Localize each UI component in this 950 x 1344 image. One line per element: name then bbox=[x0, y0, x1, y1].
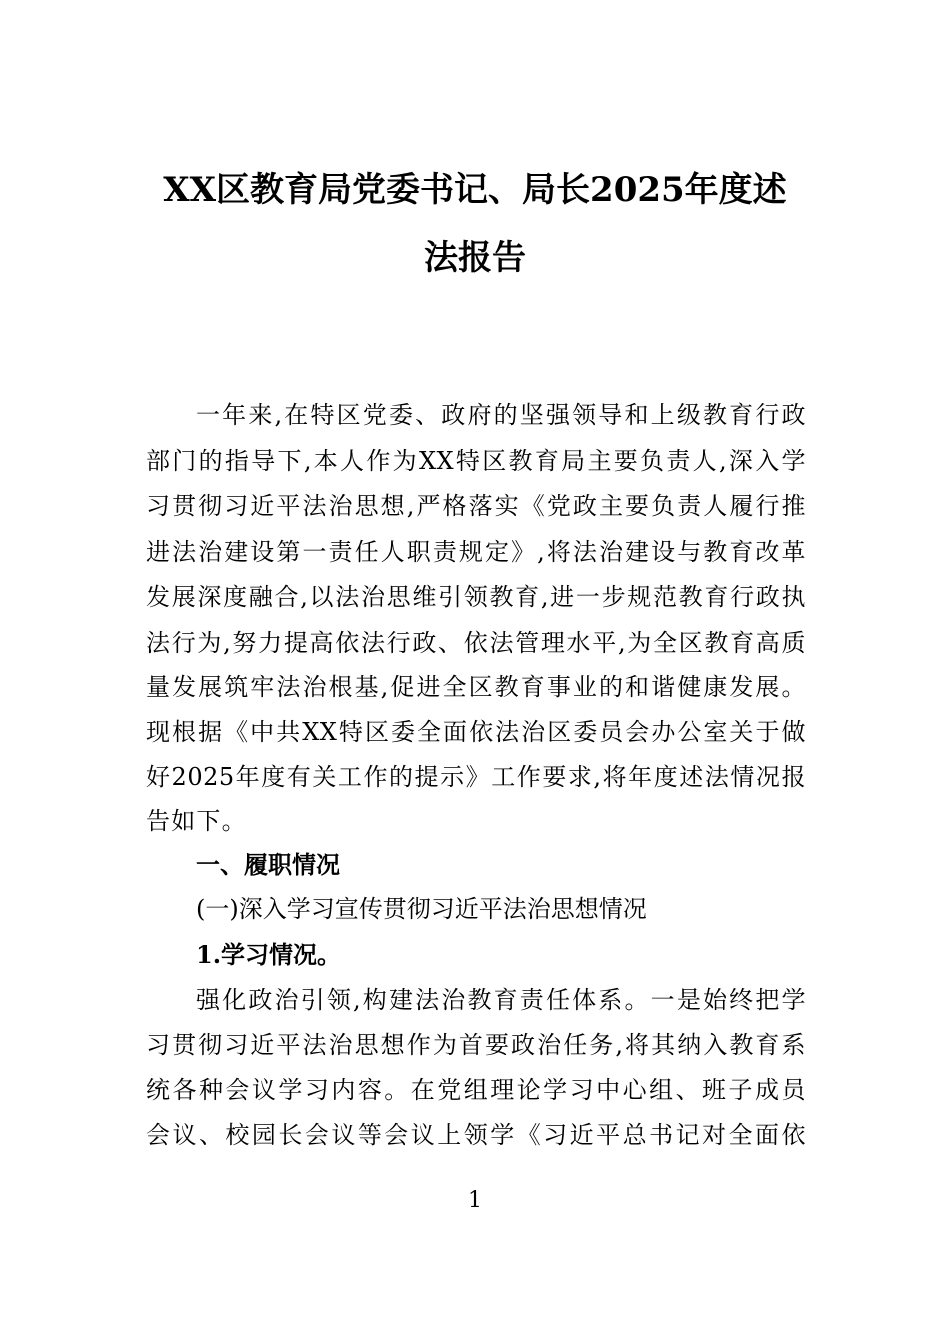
intro-paragraph-line: 进法治建设第一责任人职责规定》,将法治建设与教育改革 bbox=[146, 538, 806, 566]
intro-paragraph-line: 一年来,在特区党委、政府的坚强领导和上级教育行政 bbox=[196, 401, 806, 429]
document-title-line-2: 法报告 bbox=[424, 238, 526, 278]
intro-paragraph-line: 部门的指导下,本人作为XX特区教育局主要负责人,深入学 bbox=[146, 447, 806, 475]
page-number: 1 bbox=[468, 1188, 482, 1213]
intro-paragraph-line: 现根据《中共XX特区委全面依法治区委员会办公室关于做 bbox=[146, 718, 806, 746]
body-paragraph-line: 会议、校园长会议等会议上领学《习近平总书记对全面依 bbox=[146, 1121, 806, 1149]
intro-paragraph-line: 好2025年度有关工作的提示》工作要求,将年度述法情况报 bbox=[146, 763, 806, 791]
body-paragraph-line: 统各种会议学习内容。在党组理论学习中心组、班子成员 bbox=[146, 1076, 806, 1104]
body-paragraph-line: 强化政治引领,构建法治教育责任体系。一是始终把学 bbox=[196, 986, 806, 1014]
intro-paragraph-line: 量发展筑牢法治根基,促进全区教育事业的和谐健康发展。 bbox=[146, 673, 806, 701]
item-heading: 1.学习情况。 bbox=[196, 940, 342, 969]
intro-paragraph-line: 发展深度融合,以法治思维引领教育,进一步规范教育行政执 bbox=[146, 583, 806, 611]
subsection-heading: (一)深入学习宣传贯彻习近平法治思想情况 bbox=[196, 895, 647, 923]
intro-paragraph-line: 告如下。 bbox=[146, 807, 247, 835]
intro-paragraph-line: 法行为,努力提高依法行政、依法管理水平,为全区教育高质 bbox=[146, 629, 806, 657]
body-paragraph-line: 习贯彻习近平法治思想作为首要政治任务,将其纳入教育系 bbox=[146, 1031, 806, 1059]
document-title-line-1: XX区教育局党委书记、局长2025年度述 bbox=[163, 170, 787, 210]
intro-paragraph-line: 习贯彻习近平法治思想,严格落实《党政主要负责人履行推 bbox=[146, 492, 806, 520]
section-heading: 一、履职情况 bbox=[196, 850, 340, 879]
